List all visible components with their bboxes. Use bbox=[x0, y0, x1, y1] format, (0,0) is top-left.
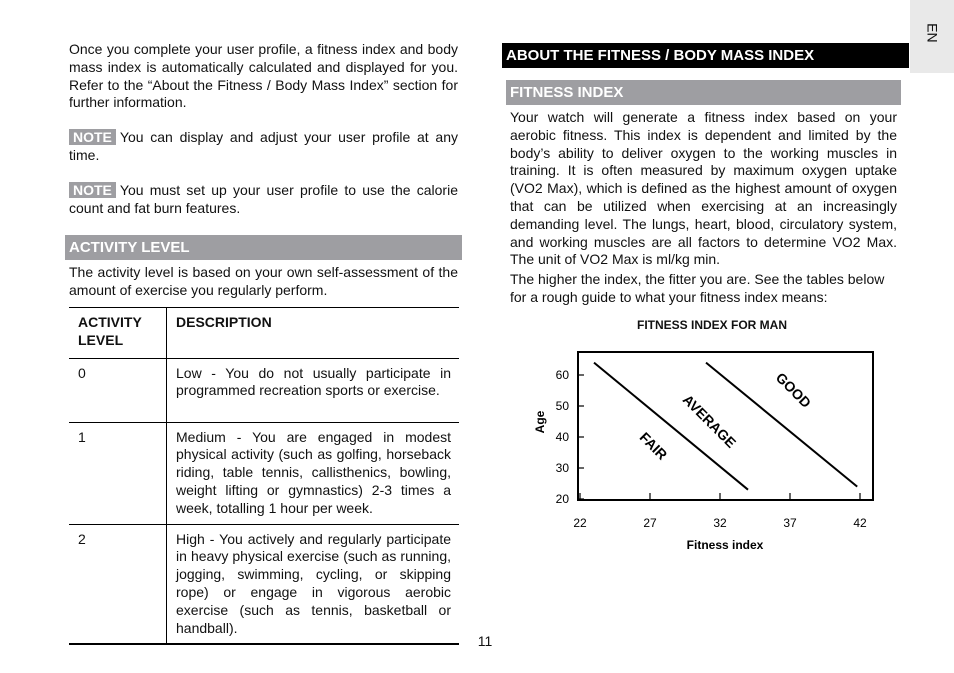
column-header-description: DESCRIPTION bbox=[176, 314, 272, 330]
x-tick-label: 42 bbox=[853, 516, 867, 530]
fitness-paragraph-1: Your watch will generate a fitness index based on your aerobic fitness. This index is dependent and limited by the body’s ability to deliver oxygen to the working muscles in training. It is often measured by maximum oxygen uptake (VO2 Max), which is defined as the highest amount of oxygen that can be utilized when exercising at an increasingly demanding level. The lungs, heart, blood, circulatory system, and working muscles are all factors to determine VO2 Max. The unit of VO2 Max is ml/kg min. bbox=[510, 109, 897, 268]
y-tick-label: 60 bbox=[555, 368, 569, 382]
x-tick-label: 22 bbox=[573, 516, 587, 530]
activity-level-cell: 1 bbox=[69, 422, 167, 524]
y-tick-label: 40 bbox=[555, 430, 569, 444]
note-1 bbox=[69, 129, 458, 165]
y-tick-label: 50 bbox=[555, 399, 569, 413]
description-cell: High - You actively and regularly participate in heavy physical exercise (such as running, jogging, swimming, cycling, or skipping rope) or engage in vigorous aerobic exercise (such as tennis, basketball or handball). bbox=[176, 530, 451, 636]
y-axis-label: Age bbox=[533, 410, 547, 434]
x-tick-label: 27 bbox=[643, 516, 657, 530]
about-fitness-heading: ABOUT THE FITNESS / BODY MASS INDEX bbox=[502, 43, 909, 68]
page-number: 11 bbox=[477, 633, 493, 649]
description-cell: Low - You do not usually participate in programmed recreation sports or exercise. bbox=[176, 364, 451, 399]
note-label: NOTE bbox=[69, 129, 116, 145]
y-tick-label: 20 bbox=[555, 492, 569, 506]
x-tick-label: 37 bbox=[783, 516, 797, 530]
x-tick-label: 32 bbox=[713, 516, 727, 530]
table-row bbox=[69, 422, 459, 524]
activity-level-cell: 2 bbox=[69, 524, 167, 644]
zone-label-average: AVERAGE bbox=[679, 391, 740, 451]
x-axis-label: Fitness index bbox=[686, 538, 764, 552]
zone-label-good: GOOD bbox=[772, 369, 815, 411]
activity-level-heading: ACTIVITY LEVEL bbox=[65, 235, 462, 260]
fitness-chart bbox=[520, 338, 900, 558]
zone-label-fair: FAIR bbox=[636, 428, 671, 463]
description-cell: Medium - You are engaged in modest physical activity (such as golfing, horseback riding, table tennis, callisthenics, bowling, weight lifting or gymnastics) 2-3 times a week, totalling 1 hour per week. bbox=[176, 428, 451, 516]
note-text: You can display and adjust your user profile at any time. bbox=[69, 129, 458, 163]
intro-paragraph: Once you complete your user profile, a fitness index and body mass index is automatically calculated and displayed for you. Refer to the “About the Fitness / Body Mass Index” section for further information. bbox=[69, 41, 458, 111]
fitness-index-heading: FITNESS INDEX bbox=[506, 80, 901, 105]
fitness-paragraph-2: The higher the index, the fitter you are. See the tables below for a rough guide to what your fitness index means: bbox=[510, 271, 885, 305]
activity-level-cell: 0 bbox=[69, 358, 167, 422]
language-label: EN bbox=[924, 23, 941, 43]
language-tab bbox=[910, 0, 954, 73]
table-row bbox=[69, 358, 459, 422]
table-row bbox=[69, 524, 459, 644]
activity-intro: The activity level is based on your own self-assessment of the amount of exercise you regularly perform. bbox=[69, 264, 458, 298]
table-header-row bbox=[69, 308, 459, 359]
chart-title: FITNESS INDEX FOR MAN bbox=[636, 318, 787, 332]
y-tick-label: 30 bbox=[555, 461, 569, 475]
column-header-activity-level: ACTIVITY LEVEL bbox=[69, 308, 167, 359]
note-label: NOTE bbox=[69, 182, 116, 198]
note-2 bbox=[69, 182, 458, 218]
activity-table bbox=[69, 307, 459, 645]
note-text: You must set up your user profile to use the calorie count and fat burn features. bbox=[69, 182, 458, 216]
